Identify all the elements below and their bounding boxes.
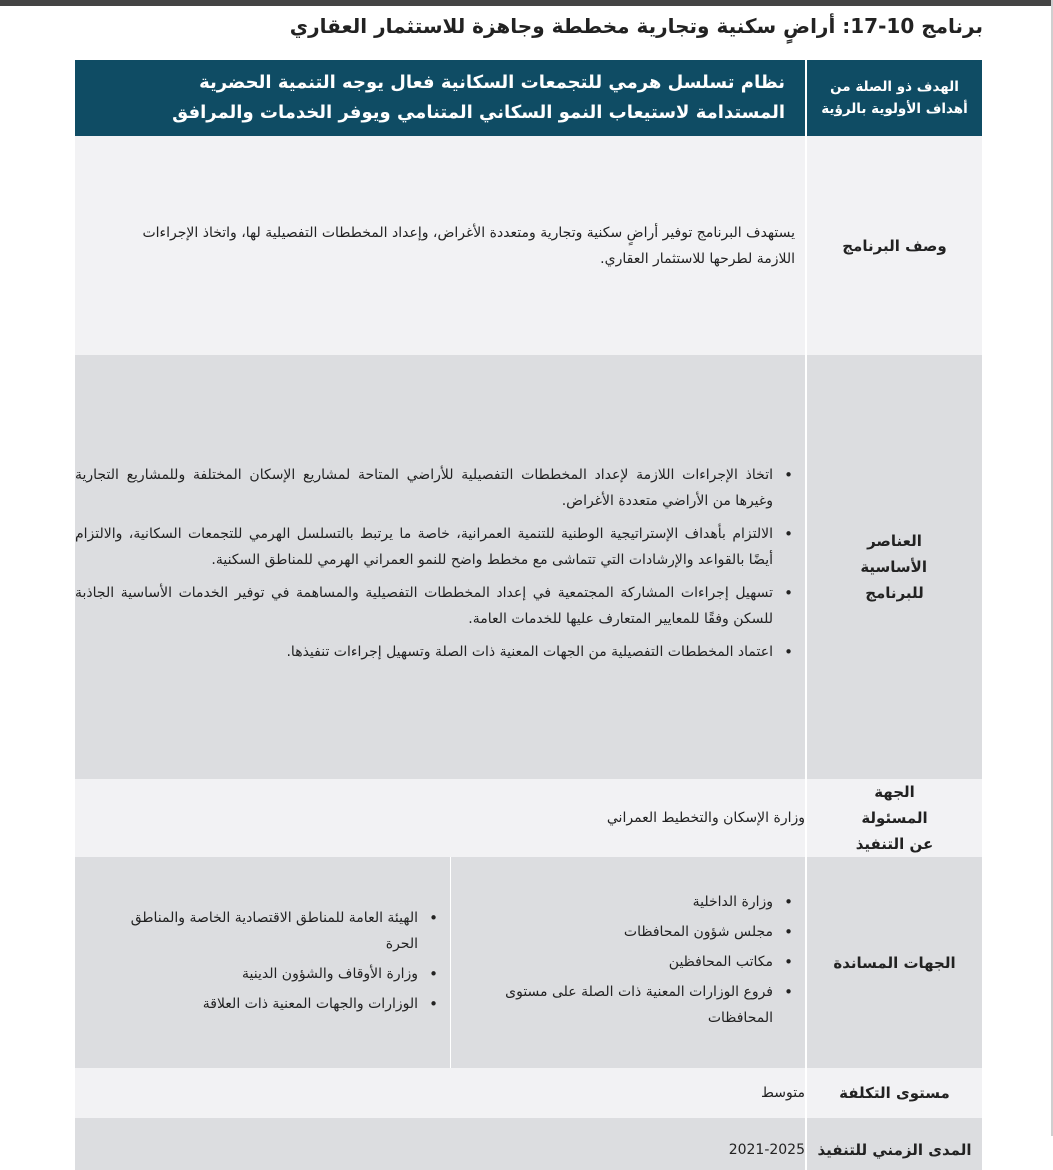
row-label-responsible: الجهة المسئولة عن التنفيذ xyxy=(855,783,934,853)
supporting-column-1 xyxy=(450,857,805,1068)
responsible-value: وزارة الإسكان والتخطيط العمراني xyxy=(75,779,806,857)
program-table xyxy=(75,60,982,1170)
table-row-description xyxy=(75,136,982,355)
list-item: • وزارة الأوقاف والشؤون الدينية xyxy=(105,961,450,987)
table-row-timeline xyxy=(75,1118,982,1170)
row-label-cost: مستوى التكلفة xyxy=(806,1068,982,1118)
list-item: • الوزارات والجهات المعنية ذات العلاقة xyxy=(105,991,450,1017)
row-label-supporting: الجهات المساندة xyxy=(806,857,982,1068)
row-label-description: وصف البرنامج xyxy=(806,136,982,355)
cost-value: متوسط xyxy=(75,1068,806,1118)
list-item: • مكاتب المحافظين xyxy=(451,949,805,975)
table-row-supporting xyxy=(75,857,982,1068)
list-item: • مجلس شؤون المحافظات xyxy=(451,919,805,945)
list-item: • تسهيل إجراءات المشاركة المجتمعية في إعداد المخططات التفصيلية والمساهمة في توفير الخدمات الأساسية الجاذبة للسكن وفقًا للمعايير المتعارف عليها للخدمات العامة. xyxy=(75,580,805,632)
page-title: برنامج 10-17: أراضٍ سكنية وتجارية مخططة وجاهزة للاستثمار العقاري xyxy=(289,14,983,38)
description-text: يستهدف البرنامج توفير أراضٍ سكنية وتجارية ومتعددة الأغراض، وإعداد المخططات التفصيلية لها، واتخاذ الإجراءات اللازمة لطرحها للاستثمار العقاري. xyxy=(142,224,795,267)
table-row-elements xyxy=(75,355,982,779)
timeline-value: 2021-2025 xyxy=(75,1118,806,1170)
header-label: الهدف ذو الصلة من أهداف الأولوية بالرؤية xyxy=(806,60,982,136)
header-goal: نظام تسلسل هرمي للتجمعات السكانية فعال يوجه التنمية الحضرية المستدامة لاستيعاب النمو السكاني المتنامي ويوفر الخدمات والمرافق xyxy=(75,60,806,136)
table-row-responsible xyxy=(75,779,982,857)
list-item: • فروع الوزارات المعنية ذات الصلة على مستوى المحافظات xyxy=(451,979,805,1031)
table-row-cost xyxy=(75,1068,982,1118)
list-item: • اعتماد المخططات التفصيلية من الجهات المعنية ذات الصلة وتسهيل إجراءات تنفيذها. xyxy=(75,639,805,665)
supporting-column-2 xyxy=(75,857,450,1068)
list-item: • اتخاذ الإجراءات اللازمة لإعداد المخططات التفصيلية للأراضي المتاحة لمشاريع الإسكان المختلفة وللمشاريع التجارية وغيرها من الأراضي متعددة الأغراض. xyxy=(75,462,805,514)
list-item: • الهيئة العامة للمناطق الاقتصادية الخاصة والمناطق الحرة xyxy=(105,905,450,957)
table-header-row xyxy=(75,60,982,136)
elements-list xyxy=(75,462,805,665)
list-item: • وزارة الداخلية xyxy=(451,889,805,915)
row-label-elements: العناصر الأساسية للبرنامج xyxy=(860,532,927,602)
row-label-timeline: المدى الزمني للتنفيذ xyxy=(806,1118,982,1170)
top-border xyxy=(0,0,1053,6)
list-item: • الالتزام بأهداف الإستراتيجية الوطنية للتنمية العمرانية، خاصة ما يرتبط بالتسلسل الهرمي للتجمعات السكانية، والالتزام أيضًا بالقواعد والإرشادات التي تتماشى مع مخطط واضح للنمو العمراني الهرمي للمناطق السكنية. xyxy=(75,521,805,573)
